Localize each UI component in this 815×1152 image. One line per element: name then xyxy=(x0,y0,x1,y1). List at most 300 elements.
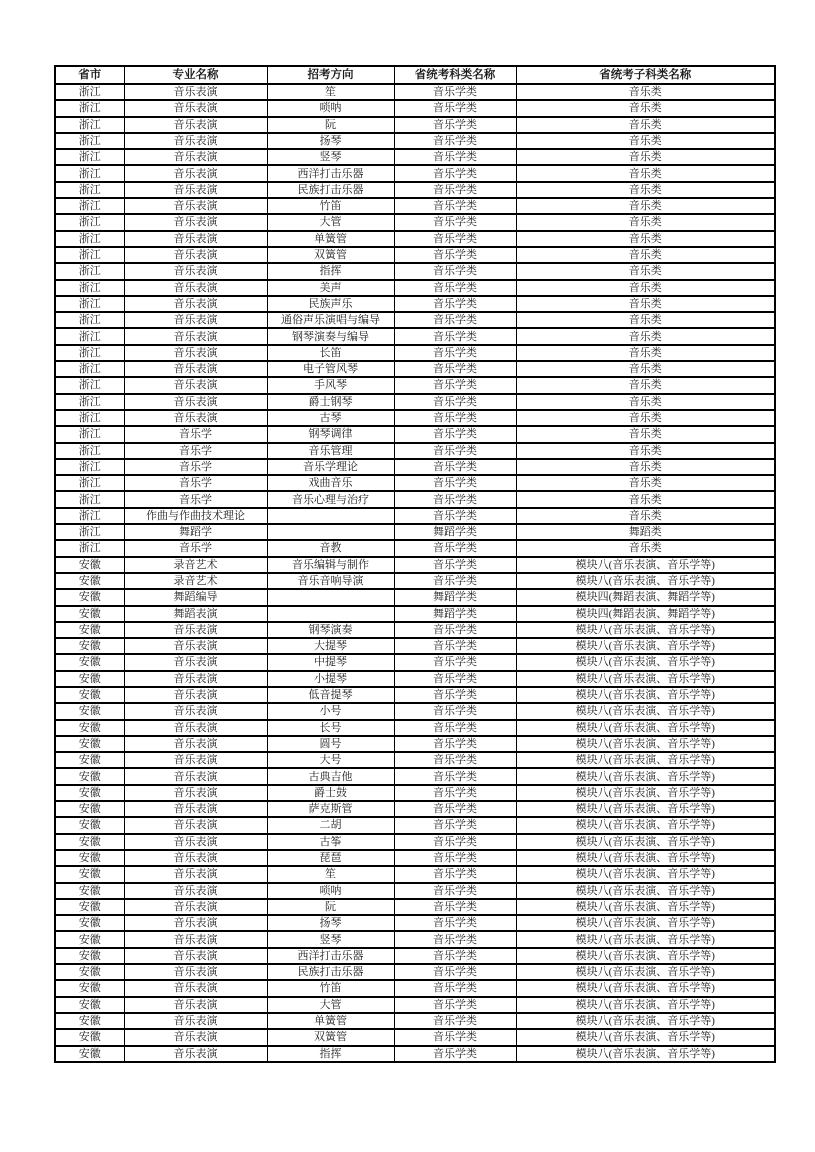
table-cell: 模块八(音乐表演、音乐学等) xyxy=(516,687,775,703)
table-cell: 安徽 xyxy=(55,654,124,670)
table-cell: 舞蹈类 xyxy=(516,524,775,540)
table-cell: 音乐学 xyxy=(124,426,267,442)
table-cell: 美声 xyxy=(267,280,394,296)
table-cell: 音乐表演 xyxy=(124,377,267,393)
header-exam-category: 省统考科类名称 xyxy=(394,66,516,84)
table-row xyxy=(55,1029,775,1045)
table-cell: 音乐学类 xyxy=(394,247,516,263)
table-cell: 安徽 xyxy=(55,866,124,882)
table-row xyxy=(55,443,775,459)
table-row xyxy=(55,296,775,312)
table-row xyxy=(55,980,775,996)
table-cell: 安徽 xyxy=(55,834,124,850)
table-cell: 舞蹈学类 xyxy=(394,524,516,540)
table-cell: 古琴 xyxy=(267,410,394,426)
table-cell: 竹笛 xyxy=(267,980,394,996)
table-cell: 音乐表演 xyxy=(124,231,267,247)
table-cell: 模块八(音乐表演、音乐学等) xyxy=(516,801,775,817)
table-cell: 圆号 xyxy=(267,736,394,752)
table-cell: 模块八(音乐表演、音乐学等) xyxy=(516,883,775,899)
table-cell: 安徽 xyxy=(55,671,124,687)
table-cell: 音乐类 xyxy=(516,475,775,491)
table-cell: 音乐表演 xyxy=(124,638,267,654)
table-cell: 浙江 xyxy=(55,100,124,116)
table-cell: 音乐音响导演 xyxy=(267,573,394,589)
table-cell: 阮 xyxy=(267,899,394,915)
table-cell: 音乐表演 xyxy=(124,84,267,100)
table-cell: 模块八(音乐表演、音乐学等) xyxy=(516,850,775,866)
table-cell: 音乐学类 xyxy=(394,263,516,279)
table-cell: 浙江 xyxy=(55,345,124,361)
table-cell: 通俗声乐演唱与编导 xyxy=(267,312,394,328)
table-cell: 音乐学类 xyxy=(394,508,516,524)
table-row xyxy=(55,834,775,850)
table-cell: 音乐表演 xyxy=(124,850,267,866)
table-cell: 西洋打击乐器 xyxy=(267,165,394,181)
table-cell: 音乐学类 xyxy=(394,997,516,1013)
table-cell: 音乐表演 xyxy=(124,622,267,638)
table-cell: 音乐表演 xyxy=(124,801,267,817)
table-row xyxy=(55,948,775,964)
table-cell: 浙江 xyxy=(55,133,124,149)
header-exam-subcategory: 省统考子科类名称 xyxy=(516,66,775,84)
table-cell: 音乐学类 xyxy=(394,964,516,980)
table-cell: 音乐类 xyxy=(516,491,775,507)
table-row xyxy=(55,671,775,687)
table-cell: 浙江 xyxy=(55,328,124,344)
table-cell: 音乐学类 xyxy=(394,117,516,133)
table-cell: 大号 xyxy=(267,752,394,768)
table-cell: 音乐学类 xyxy=(394,475,516,491)
table-cell: 单簧管 xyxy=(267,1013,394,1029)
table-cell: 音乐学类 xyxy=(394,443,516,459)
table-cell: 音乐类 xyxy=(516,312,775,328)
table-cell: 模块四(舞蹈表演、舞蹈学等) xyxy=(516,606,775,622)
table-cell: 音乐类 xyxy=(516,198,775,214)
table-cell: 音乐类 xyxy=(516,100,775,116)
table-cell: 音乐学类 xyxy=(394,736,516,752)
table-cell: 音乐学类 xyxy=(394,785,516,801)
table-cell: 音乐表演 xyxy=(124,361,267,377)
table-cell: 浙江 xyxy=(55,443,124,459)
table-cell: 音乐表演 xyxy=(124,1013,267,1029)
table-cell: 音乐类 xyxy=(516,280,775,296)
table-cell: 大提琴 xyxy=(267,638,394,654)
table-cell: 音乐类 xyxy=(516,361,775,377)
table-cell: 安徽 xyxy=(55,606,124,622)
table-body xyxy=(55,84,775,1062)
table-cell: 音乐学类 xyxy=(394,720,516,736)
table-cell: 音乐表演 xyxy=(124,931,267,947)
table-cell: 音乐类 xyxy=(516,263,775,279)
table-cell: 浙江 xyxy=(55,149,124,165)
table-cell: 模块八(音乐表演、音乐学等) xyxy=(516,1046,775,1062)
table-row xyxy=(55,622,775,638)
table-row xyxy=(55,589,775,605)
table-cell: 音乐学 xyxy=(124,540,267,556)
table-cell: 竹笛 xyxy=(267,198,394,214)
table-row xyxy=(55,883,775,899)
table-cell: 扬琴 xyxy=(267,133,394,149)
table-cell: 安徽 xyxy=(55,915,124,931)
table-cell: 安徽 xyxy=(55,687,124,703)
table-cell: 音乐类 xyxy=(516,540,775,556)
table-cell: 音乐类 xyxy=(516,345,775,361)
table-row xyxy=(55,817,775,833)
table-cell: 音乐学类 xyxy=(394,1013,516,1029)
table-cell: 浙江 xyxy=(55,377,124,393)
table-cell: 音乐表演 xyxy=(124,263,267,279)
table-cell: 音乐学类 xyxy=(394,182,516,198)
table-cell: 模块八(音乐表演、音乐学等) xyxy=(516,997,775,1013)
table-cell: 民族打击乐器 xyxy=(267,964,394,980)
table-row xyxy=(55,752,775,768)
table-row xyxy=(55,263,775,279)
table-cell: 音乐学类 xyxy=(394,1046,516,1062)
table-cell: 音乐类 xyxy=(516,328,775,344)
table-cell: 音乐表演 xyxy=(124,345,267,361)
table-cell: 模块四(舞蹈表演、舞蹈学等) xyxy=(516,589,775,605)
table-cell: 音乐类 xyxy=(516,214,775,230)
table-cell: 安徽 xyxy=(55,736,124,752)
header-row xyxy=(55,66,775,84)
table-cell: 音乐学类 xyxy=(394,491,516,507)
table-cell: 浙江 xyxy=(55,524,124,540)
table-cell: 音乐表演 xyxy=(124,687,267,703)
table-cell: 模块八(音乐表演、音乐学等) xyxy=(516,915,775,931)
table-cell: 模块八(音乐表演、音乐学等) xyxy=(516,980,775,996)
table-cell: 音乐类 xyxy=(516,117,775,133)
table-cell: 指挥 xyxy=(267,1046,394,1062)
table-row xyxy=(55,149,775,165)
table-cell: 安徽 xyxy=(55,703,124,719)
table-cell: 音乐表演 xyxy=(124,1046,267,1062)
table-cell: 浙江 xyxy=(55,540,124,556)
table-cell: 模块八(音乐表演、音乐学等) xyxy=(516,573,775,589)
table-row xyxy=(55,1013,775,1029)
table-cell: 浙江 xyxy=(55,426,124,442)
table-cell: 安徽 xyxy=(55,638,124,654)
table-row xyxy=(55,638,775,654)
table-cell: 音乐表演 xyxy=(124,883,267,899)
table-row xyxy=(55,997,775,1013)
table-cell: 竖琴 xyxy=(267,149,394,165)
table-cell: 音乐学类 xyxy=(394,214,516,230)
table-cell: 音乐学类 xyxy=(394,377,516,393)
table-cell: 音乐学类 xyxy=(394,834,516,850)
table-cell: 音乐学类 xyxy=(394,345,516,361)
table-cell: 音乐学类 xyxy=(394,100,516,116)
table-row xyxy=(55,117,775,133)
table-cell: 浙江 xyxy=(55,394,124,410)
table-cell: 音乐表演 xyxy=(124,736,267,752)
table-cell: 音乐表演 xyxy=(124,703,267,719)
table-row xyxy=(55,377,775,393)
table-cell: 音乐表演 xyxy=(124,198,267,214)
table-cell: 舞蹈学类 xyxy=(394,589,516,605)
table-cell: 电子管风琴 xyxy=(267,361,394,377)
table-cell xyxy=(267,589,394,605)
table-cell xyxy=(267,524,394,540)
table-cell: 浙江 xyxy=(55,280,124,296)
table-cell: 音乐类 xyxy=(516,247,775,263)
table-row xyxy=(55,915,775,931)
table-cell: 舞蹈编导 xyxy=(124,589,267,605)
table-cell: 音乐表演 xyxy=(124,752,267,768)
table-cell: 音乐学类 xyxy=(394,622,516,638)
table-row xyxy=(55,720,775,736)
table-cell: 音乐学类 xyxy=(394,410,516,426)
table-cell: 音乐表演 xyxy=(124,980,267,996)
table-row xyxy=(55,508,775,524)
table-cell: 音乐表演 xyxy=(124,149,267,165)
table-row xyxy=(55,231,775,247)
table-header xyxy=(55,66,775,84)
table-cell: 小提琴 xyxy=(267,671,394,687)
table-cell: 音乐学类 xyxy=(394,540,516,556)
table-cell: 爵士鼓 xyxy=(267,785,394,801)
table-cell: 音乐表演 xyxy=(124,964,267,980)
table-cell: 安徽 xyxy=(55,720,124,736)
table-cell: 音乐表演 xyxy=(124,948,267,964)
table-cell: 音乐学 xyxy=(124,443,267,459)
table-cell: 音乐学类 xyxy=(394,280,516,296)
table-cell: 音乐类 xyxy=(516,149,775,165)
table-cell: 安徽 xyxy=(55,997,124,1013)
table-cell: 古典吉他 xyxy=(267,768,394,784)
table-row xyxy=(55,850,775,866)
table-cell: 音乐表演 xyxy=(124,247,267,263)
table-cell: 音教 xyxy=(267,540,394,556)
table-row xyxy=(55,785,775,801)
table-row xyxy=(55,931,775,947)
table-cell: 音乐学类 xyxy=(394,459,516,475)
table-cell: 扬琴 xyxy=(267,915,394,931)
table-cell: 萨克斯管 xyxy=(267,801,394,817)
table-cell: 音乐学类 xyxy=(394,231,516,247)
table-cell: 音乐学类 xyxy=(394,801,516,817)
table-row xyxy=(55,198,775,214)
table-cell: 民族打击乐器 xyxy=(267,182,394,198)
table-row xyxy=(55,768,775,784)
table-cell: 安徽 xyxy=(55,801,124,817)
table-cell xyxy=(267,606,394,622)
table-cell: 音乐学类 xyxy=(394,198,516,214)
table-cell: 模块八(音乐表演、音乐学等) xyxy=(516,703,775,719)
table-cell: 安徽 xyxy=(55,589,124,605)
table-cell: 西洋打击乐器 xyxy=(267,948,394,964)
table-cell: 笙 xyxy=(267,84,394,100)
table-cell: 指挥 xyxy=(267,263,394,279)
table-cell: 音乐表演 xyxy=(124,1029,267,1045)
table-cell: 浙江 xyxy=(55,182,124,198)
table-cell: 音乐学类 xyxy=(394,931,516,947)
table-cell: 音乐类 xyxy=(516,231,775,247)
table-cell: 音乐学类 xyxy=(394,328,516,344)
table-cell: 音乐学类 xyxy=(394,752,516,768)
table-cell: 浙江 xyxy=(55,117,124,133)
table-row xyxy=(55,426,775,442)
table-cell: 阮 xyxy=(267,117,394,133)
table-cell: 模块八(音乐表演、音乐学等) xyxy=(516,557,775,573)
table-cell: 音乐学类 xyxy=(394,866,516,882)
table-cell: 音乐表演 xyxy=(124,834,267,850)
table-cell: 安徽 xyxy=(55,1029,124,1045)
table-cell: 安徽 xyxy=(55,948,124,964)
table-cell: 双簧管 xyxy=(267,247,394,263)
table-row xyxy=(55,361,775,377)
table-cell: 中提琴 xyxy=(267,654,394,670)
table-cell: 竖琴 xyxy=(267,931,394,947)
table-cell: 浙江 xyxy=(55,296,124,312)
table-row xyxy=(55,133,775,149)
table-row xyxy=(55,280,775,296)
table-row xyxy=(55,459,775,475)
table-row xyxy=(55,312,775,328)
table-cell: 模块八(音乐表演、音乐学等) xyxy=(516,964,775,980)
table-cell: 钢琴调律 xyxy=(267,426,394,442)
table-row xyxy=(55,573,775,589)
table-cell: 安徽 xyxy=(55,964,124,980)
table-cell: 音乐表演 xyxy=(124,720,267,736)
table-cell: 浙江 xyxy=(55,491,124,507)
table-cell: 音乐编辑与制作 xyxy=(267,557,394,573)
table-row xyxy=(55,394,775,410)
table-cell: 音乐表演 xyxy=(124,214,267,230)
table-cell: 小号 xyxy=(267,703,394,719)
table-cell: 音乐类 xyxy=(516,443,775,459)
table-cell: 音乐表演 xyxy=(124,280,267,296)
table-cell: 音乐表演 xyxy=(124,654,267,670)
table-cell: 音乐学类 xyxy=(394,296,516,312)
table-cell: 音乐表演 xyxy=(124,997,267,1013)
table-cell: 音乐表演 xyxy=(124,296,267,312)
table-cell: 音乐学类 xyxy=(394,948,516,964)
table-cell: 长号 xyxy=(267,720,394,736)
table-cell: 音乐学类 xyxy=(394,768,516,784)
table-cell: 浙江 xyxy=(55,508,124,524)
table-cell: 音乐表演 xyxy=(124,671,267,687)
table-cell: 音乐学类 xyxy=(394,703,516,719)
table-cell: 安徽 xyxy=(55,850,124,866)
table-cell: 古筝 xyxy=(267,834,394,850)
table-cell: 安徽 xyxy=(55,899,124,915)
table-cell: 二胡 xyxy=(267,817,394,833)
table-cell: 音乐类 xyxy=(516,296,775,312)
table-cell: 浙江 xyxy=(55,312,124,328)
table-cell: 音乐表演 xyxy=(124,133,267,149)
table-cell: 唢呐 xyxy=(267,100,394,116)
table-cell: 录音艺术 xyxy=(124,557,267,573)
table-cell: 爵士钢琴 xyxy=(267,394,394,410)
table-cell: 音乐学 xyxy=(124,459,267,475)
table-cell: 大管 xyxy=(267,997,394,1013)
table-cell: 音乐学类 xyxy=(394,980,516,996)
table-cell: 音乐类 xyxy=(516,394,775,410)
table-cell: 安徽 xyxy=(55,980,124,996)
table-cell: 模块八(音乐表演、音乐学等) xyxy=(516,817,775,833)
table-row xyxy=(55,654,775,670)
table-cell: 音乐表演 xyxy=(124,165,267,181)
table-cell: 音乐表演 xyxy=(124,817,267,833)
table-cell: 舞蹈表演 xyxy=(124,606,267,622)
table-row xyxy=(55,801,775,817)
table-cell: 浙江 xyxy=(55,361,124,377)
table-cell: 浙江 xyxy=(55,84,124,100)
table-cell: 安徽 xyxy=(55,573,124,589)
table-cell: 模块八(音乐表演、音乐学等) xyxy=(516,1029,775,1045)
table-cell: 音乐学类 xyxy=(394,165,516,181)
header-recruit-direction: 招考方向 xyxy=(267,66,394,84)
table-cell: 浙江 xyxy=(55,475,124,491)
table-cell: 双簧管 xyxy=(267,1029,394,1045)
table-row xyxy=(55,540,775,556)
table-row xyxy=(55,182,775,198)
table-row xyxy=(55,524,775,540)
table-cell: 音乐学类 xyxy=(394,1029,516,1045)
table-cell: 模块八(音乐表演、音乐学等) xyxy=(516,899,775,915)
header-major-name: 专业名称 xyxy=(124,66,267,84)
table-cell: 戏曲音乐 xyxy=(267,475,394,491)
table-cell: 安徽 xyxy=(55,752,124,768)
table-cell: 舞蹈学类 xyxy=(394,606,516,622)
table-cell: 浙江 xyxy=(55,263,124,279)
table-cell xyxy=(267,508,394,524)
table-row xyxy=(55,328,775,344)
table-cell: 音乐学类 xyxy=(394,426,516,442)
table-row xyxy=(55,703,775,719)
table-cell: 安徽 xyxy=(55,1013,124,1029)
table-cell: 音乐表演 xyxy=(124,328,267,344)
table-cell: 浙江 xyxy=(55,198,124,214)
table-row xyxy=(55,345,775,361)
table-cell: 长笛 xyxy=(267,345,394,361)
table-cell: 音乐学类 xyxy=(394,850,516,866)
table-cell: 音乐类 xyxy=(516,84,775,100)
table-cell: 模块八(音乐表演、音乐学等) xyxy=(516,768,775,784)
table-cell: 音乐表演 xyxy=(124,117,267,133)
table-cell: 音乐表演 xyxy=(124,785,267,801)
table-cell: 模块八(音乐表演、音乐学等) xyxy=(516,866,775,882)
table-row xyxy=(55,84,775,100)
table-cell: 安徽 xyxy=(55,768,124,784)
table-cell: 模块八(音乐表演、音乐学等) xyxy=(516,720,775,736)
table-cell: 模块八(音乐表演、音乐学等) xyxy=(516,654,775,670)
table-cell: 安徽 xyxy=(55,883,124,899)
table-cell: 低音提琴 xyxy=(267,687,394,703)
table-cell: 浙江 xyxy=(55,410,124,426)
table-cell: 安徽 xyxy=(55,1046,124,1062)
table-cell: 模块八(音乐表演、音乐学等) xyxy=(516,752,775,768)
table-cell: 手风琴 xyxy=(267,377,394,393)
table-cell: 单簧管 xyxy=(267,231,394,247)
table-row xyxy=(55,475,775,491)
table-cell: 音乐表演 xyxy=(124,410,267,426)
table-cell: 音乐表演 xyxy=(124,899,267,915)
table-cell: 音乐表演 xyxy=(124,182,267,198)
table-cell: 模块八(音乐表演、音乐学等) xyxy=(516,736,775,752)
table-row xyxy=(55,964,775,980)
table-cell: 安徽 xyxy=(55,817,124,833)
table-cell: 音乐学类 xyxy=(394,84,516,100)
table-cell: 音乐学类 xyxy=(394,312,516,328)
table-cell: 音乐表演 xyxy=(124,394,267,410)
table-cell: 模块八(音乐表演、音乐学等) xyxy=(516,638,775,654)
table-cell: 音乐类 xyxy=(516,459,775,475)
table-cell: 模块八(音乐表演、音乐学等) xyxy=(516,1013,775,1029)
table-row xyxy=(55,247,775,263)
table-row xyxy=(55,866,775,882)
